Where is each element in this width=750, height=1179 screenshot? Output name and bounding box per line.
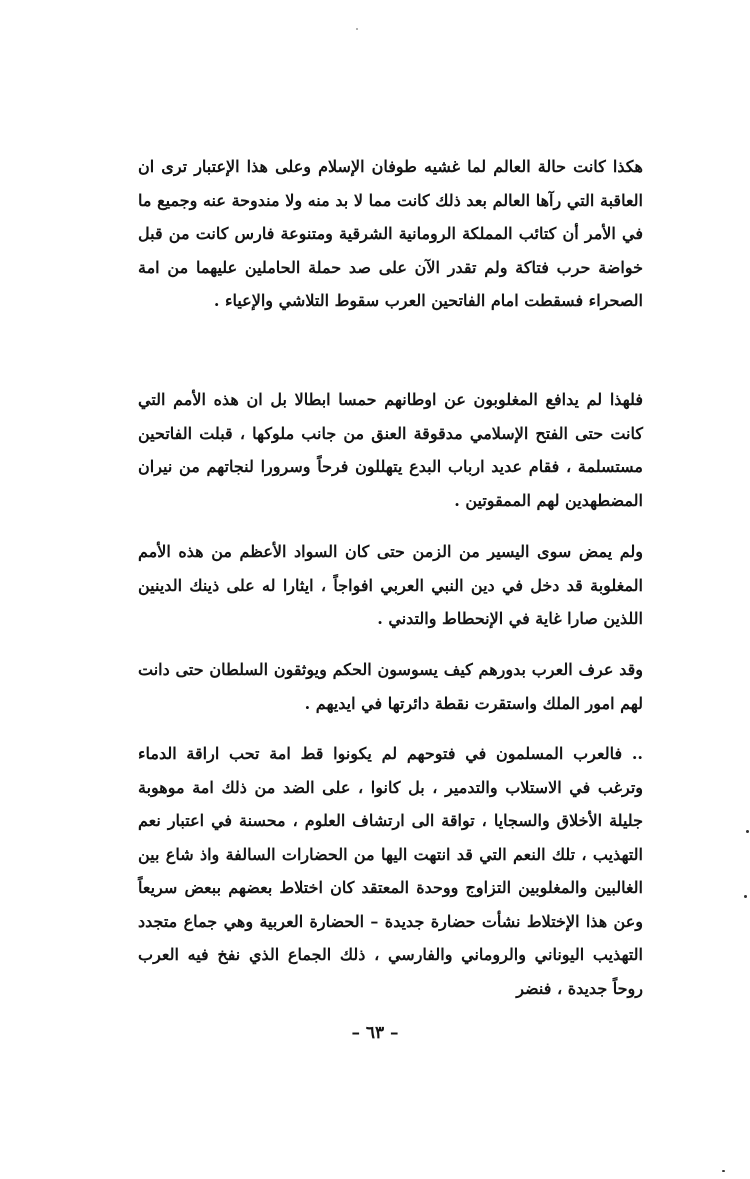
paragraph-text: وقد عرف العرب بدورهم كيف يسوسون الحكم ويوثقون السلطان حتى دانت لهم امور الملك واستقرت نقطة دائرتها في ايديهم . bbox=[138, 660, 643, 713]
paragraph-text: .. فالعرب المسلمون في فتوحهم لم يكونوا قط امة تحب اراقة الدماء وترغب في الاستلاب والتدمير ، بل كانوا ، على الضد من ذلك امة موهوبة جليلة الأخلاق والسجايا ، تواقة الى ارتشاف العلوم ، محسنة في اعتبار نعم التهذيب ، تلك النعم التي قد انتهت اليها من الحضارات السالفة واذ شاع بين الغالبين والمغلوبين التزاوج ووحدة المعتقد كان اختلاط بعضهم ببعض سريعاً وعن هذا الإختلاط نشأت حضارة جديدة – الحضارة العربية وهي جماع متجدد التهذيب اليوناني والروماني والفارسي ، ذلك الجماع الذي نفخ فيه العرب روحاً جديدة ، فنضر bbox=[138, 744, 644, 998]
paragraph-text: هكذا كانت حالة العالم لما غشيه طوفان الإسلام وعلى هذا الإعتبار ترى ان العاقبة التي رآها العالم بعد ذلك كانت مما لا بد منه ولا مندوحة عنه وجميع ما في الأمر أن كتائب المملكة الرومانية الشرقية ومتنوعة فارس كانت من قبل خواضة حرب فتاكة ولم تقدر الآن على صد حملة الحاملين عليهما من امة الصحراء فسقطت امام الفاتحين العرب سقوط التلاشي والإعياء . bbox=[138, 157, 643, 310]
paragraph-text: فلهذا لم يدافع المغلوبون عن اوطانهم حمسا ابطالا بل ان هذه الأمم التي كانت حتى الفتح الإسلامي مدقوقة العنق من جانب ملوكها ، قبلت الفاتحين مستسلمة ، فقام عديد ارباب البدع يتهللون فرحاً وسرورا لنجاتهم من نيران المضطهدين لهم الممقوتين . bbox=[138, 390, 643, 510]
scan-speck bbox=[356, 28, 358, 30]
paragraph bbox=[138, 535, 643, 636]
page-number: – ٦٣ – bbox=[351, 1023, 399, 1043]
paragraph-text: ولم يمض سوى اليسير من الزمن حتى كان السواد الأعظم من هذه الأمم المغلوبة قد دخل في دين النبي العربي افواجاً ، ايثارا له على ذينك الدينين اللذين صارا غاية في الإنحطاط والتدني . bbox=[138, 542, 643, 628]
scan-speck bbox=[746, 830, 749, 833]
paragraph bbox=[138, 653, 643, 720]
paragraph bbox=[138, 383, 643, 517]
paragraph bbox=[138, 150, 643, 318]
paragraph bbox=[138, 737, 643, 1005]
scan-speck bbox=[744, 895, 747, 898]
scan-speck bbox=[722, 1170, 725, 1172]
